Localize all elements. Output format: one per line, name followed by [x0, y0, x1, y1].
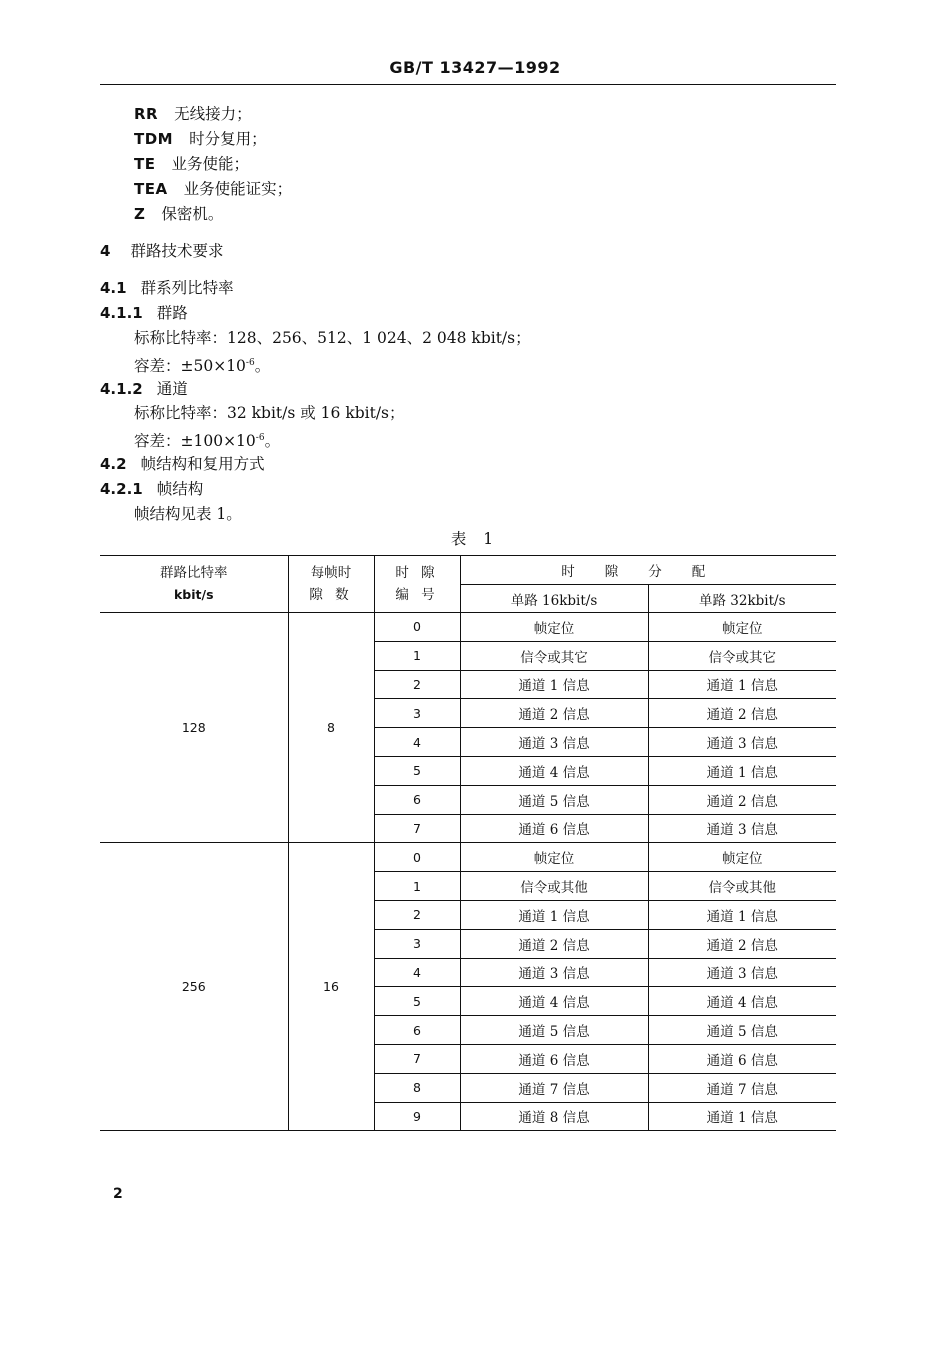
- group-bitrate-cell: 128: [100, 613, 288, 843]
- abbreviation-item: [134, 177, 292, 202]
- alloc-32kbit-cell: 通道 4 信息: [648, 987, 836, 1016]
- header-slot-number: [374, 556, 460, 613]
- abbreviation-item: [134, 102, 292, 127]
- slot-number-cell: 6: [374, 1016, 460, 1045]
- nominal-bitrate-group: 标称比特率：128、256、512、1 024、2 048 kbit/s；: [134, 329, 531, 347]
- alloc-32kbit-cell: 信令或其它: [648, 641, 836, 670]
- slot-number-cell: 7: [374, 814, 460, 843]
- abbreviation-code: TDM: [134, 130, 174, 148]
- table-row: [100, 613, 836, 642]
- abbreviation-code: TEA: [134, 180, 168, 198]
- table-caption: 表 1: [450, 530, 500, 548]
- abbreviation-desc: 时分复用；: [189, 130, 267, 148]
- header-text: 群路比特率: [160, 565, 228, 581]
- slot-number-cell: 3: [374, 699, 460, 728]
- abbreviation-item: [134, 127, 292, 152]
- alloc-32kbit-cell: 通道 3 信息: [648, 958, 836, 987]
- alloc-16kbit-cell: 通道 4 信息: [460, 987, 648, 1016]
- section-title: 通道: [156, 380, 188, 398]
- section-number: 4.2: [100, 455, 127, 473]
- section-number: 4.2.1: [100, 480, 143, 498]
- tolerance-suffix: 。: [254, 357, 271, 376]
- header-text: 每帧时: [310, 565, 352, 581]
- slot-number-cell: 5: [374, 756, 460, 785]
- slot-number-cell: 3: [374, 929, 460, 958]
- abbreviation-code: TE: [134, 155, 156, 173]
- section-title: 群系列比特率: [140, 279, 234, 297]
- tolerance-exponent: -6: [245, 358, 255, 368]
- alloc-16kbit-cell: 通道 6 信息: [460, 1044, 648, 1073]
- tolerance-text: 容差：±50×10: [134, 357, 246, 376]
- section-number: 4.1: [100, 279, 127, 297]
- alloc-16kbit-cell: 通道 1 信息: [460, 670, 648, 699]
- abbreviation-desc: 无线接力；: [174, 105, 252, 123]
- page-header-title: GB/T 13427—1992: [389, 58, 561, 77]
- abbreviation-list: [134, 102, 292, 227]
- tolerance-exponent: -6: [255, 433, 265, 443]
- abbreviation-code: RR: [134, 105, 159, 123]
- header-text: 编 号: [395, 587, 439, 603]
- alloc-16kbit-cell: 通道 1 信息: [460, 900, 648, 929]
- alloc-16kbit-cell: 通道 2 信息: [460, 929, 648, 958]
- section-4-1-2-heading: [100, 377, 188, 402]
- section-4-1-heading: [100, 276, 234, 301]
- table-header-row: [100, 556, 836, 585]
- slot-number-cell: 6: [374, 785, 460, 814]
- alloc-16kbit-cell: 通道 3 信息: [460, 958, 648, 987]
- header-group-bitrate: [100, 556, 288, 613]
- section-number: 4: [100, 242, 111, 260]
- abbreviation-desc: 业务使能；: [171, 155, 249, 173]
- slot-number-cell: 8: [374, 1073, 460, 1102]
- slot-number-cell: 9: [374, 1102, 460, 1131]
- tolerance-suffix: 。: [264, 432, 281, 451]
- slot-number-cell: 7: [374, 1044, 460, 1073]
- alloc-16kbit-cell: 帧定位: [460, 613, 648, 642]
- abbreviation-code: Z: [134, 205, 146, 223]
- section-title: 群路: [156, 304, 188, 322]
- group-bitrate-cell: 256: [100, 843, 288, 1131]
- section-4-2-1-heading: [100, 477, 203, 502]
- slot-number-cell: 1: [374, 641, 460, 670]
- section-title: 群路技术要求: [130, 242, 224, 260]
- alloc-16kbit-cell: 通道 7 信息: [460, 1073, 648, 1102]
- header-rule: [100, 84, 836, 85]
- slot-number-cell: 5: [374, 987, 460, 1016]
- abbreviation-desc: 保密机。: [161, 205, 224, 223]
- section-4-1-1-heading: [100, 301, 188, 326]
- table-row: [100, 843, 836, 872]
- alloc-32kbit-cell: 通道 1 信息: [648, 756, 836, 785]
- alloc-32kbit-cell: 通道 6 信息: [648, 1044, 836, 1073]
- alloc-32kbit-cell: 通道 3 信息: [648, 814, 836, 843]
- slot-number-cell: 2: [374, 900, 460, 929]
- abbreviation-item: [134, 202, 292, 227]
- alloc-32kbit-cell: 通道 1 信息: [648, 1102, 836, 1131]
- slot-number-cell: 0: [374, 613, 460, 642]
- header-32kbit: [648, 585, 836, 613]
- slots-per-frame-cell: 8: [288, 613, 374, 843]
- section-number: 4.1.2: [100, 380, 143, 398]
- nominal-bitrate-channel: 标称比特率：32 kbit/s 或 16 kbit/s；: [134, 404, 405, 422]
- header-text: 单路 16kbit/s: [510, 592, 598, 609]
- slots-per-frame-cell: 16: [288, 843, 374, 1131]
- section-title: 帧结构: [156, 480, 204, 498]
- alloc-32kbit-cell: 帧定位: [648, 843, 836, 872]
- header-text: 单路 32kbit/s: [698, 592, 786, 609]
- slot-number-cell: 4: [374, 958, 460, 987]
- page-number: 2: [113, 1186, 123, 1202]
- alloc-32kbit-cell: 通道 2 信息: [648, 699, 836, 728]
- section-title: 帧结构和复用方式: [140, 455, 265, 473]
- tolerance-text: 容差：±100×10: [134, 432, 256, 451]
- alloc-32kbit-cell: 通道 7 信息: [648, 1073, 836, 1102]
- header-16kbit: [460, 585, 648, 613]
- slot-number-cell: 0: [374, 843, 460, 872]
- section-4-2-heading: [100, 452, 265, 477]
- slot-number-cell: 4: [374, 728, 460, 757]
- alloc-32kbit-cell: 通道 1 信息: [648, 900, 836, 929]
- slot-number-cell: 1: [374, 872, 460, 901]
- abbreviation-desc: 业务使能证实；: [183, 180, 293, 198]
- header-slot-allocation: 时隙分配: [460, 556, 836, 585]
- header-text: 隙 数: [309, 587, 353, 603]
- abbreviation-item: [134, 152, 292, 177]
- alloc-32kbit-cell: 信令或其他: [648, 872, 836, 901]
- alloc-16kbit-cell: 通道 5 信息: [460, 785, 648, 814]
- header-unit: kbit/s: [173, 587, 214, 602]
- slot-number-cell: 2: [374, 670, 460, 699]
- header-slots-per-frame: [288, 556, 374, 613]
- frame-structure-ref: 帧结构见表 1。: [134, 505, 242, 523]
- timeslot-allocation-table: [100, 555, 836, 1131]
- alloc-32kbit-cell: 帧定位: [648, 613, 836, 642]
- alloc-32kbit-cell: 通道 5 信息: [648, 1016, 836, 1045]
- tolerance-channel: [134, 426, 280, 454]
- alloc-16kbit-cell: 通道 3 信息: [460, 728, 648, 757]
- alloc-32kbit-cell: 通道 1 信息: [648, 670, 836, 699]
- alloc-32kbit-cell: 通道 2 信息: [648, 929, 836, 958]
- section-number: 4.1.1: [100, 304, 143, 322]
- alloc-32kbit-cell: 通道 2 信息: [648, 785, 836, 814]
- alloc-16kbit-cell: 通道 5 信息: [460, 1016, 648, 1045]
- alloc-16kbit-cell: 帧定位: [460, 843, 648, 872]
- section-4-heading: [100, 239, 223, 264]
- tolerance-group: [134, 351, 270, 379]
- alloc-16kbit-cell: 通道 8 信息: [460, 1102, 648, 1131]
- alloc-16kbit-cell: 通道 2 信息: [460, 699, 648, 728]
- alloc-16kbit-cell: 信令或其他: [460, 872, 648, 901]
- alloc-16kbit-cell: 通道 4 信息: [460, 756, 648, 785]
- alloc-16kbit-cell: 信令或其它: [460, 641, 648, 670]
- header-text: 时 隙: [395, 565, 439, 581]
- alloc-16kbit-cell: 通道 6 信息: [460, 814, 648, 843]
- alloc-32kbit-cell: 通道 3 信息: [648, 728, 836, 757]
